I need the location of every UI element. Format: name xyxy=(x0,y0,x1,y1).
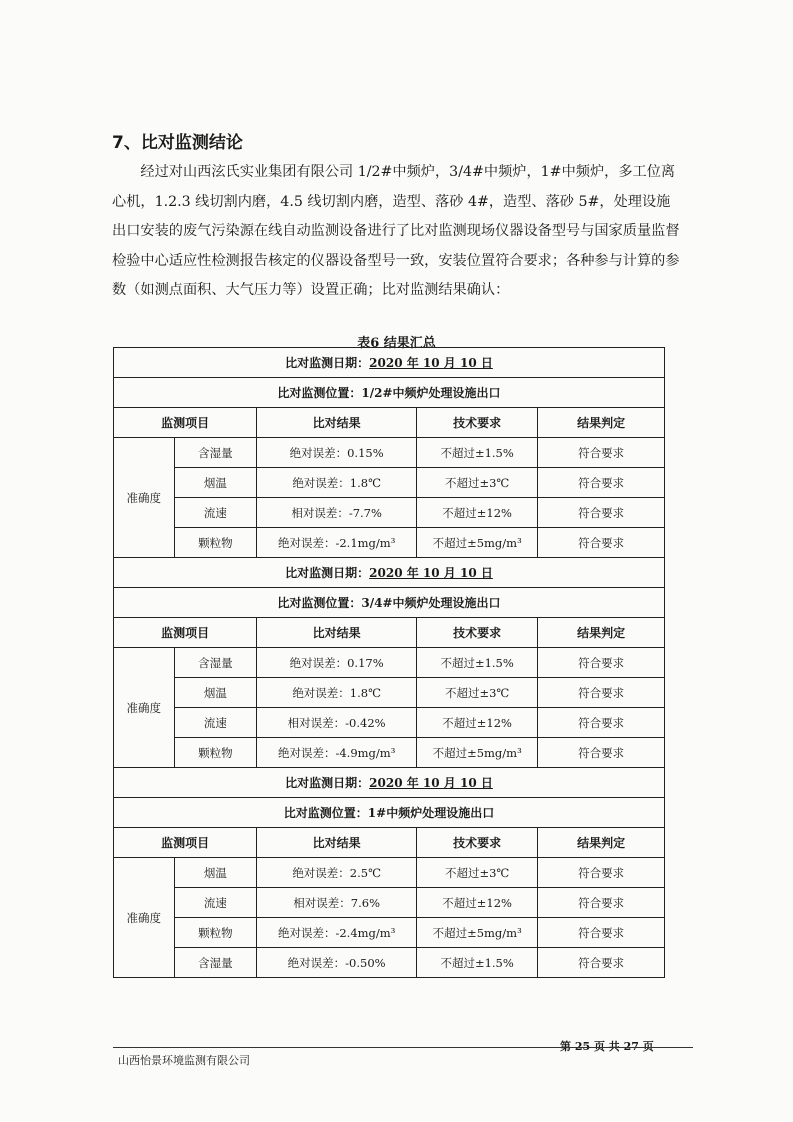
conclusion-paragraph: 经过对山西泫氏实业集团有限公司 1/2#中频炉，3/4#中频炉，1#中频炉，多工位离心机，1.2.3 线切割内磨，4.5 线切割内磨，造型、落砂 4#，造型、落砂 5#，处理设施出口安装的废气污染源在线自动监测设备进行了比对监测现场仪器设备型号与国家质量监督检验中心适应性检测报告核定的仪器设备型号一致，安装位置符合要求；各种参与计算的参数（如测点面积、大气压力等）设置正确；比对监测结果确认： xyxy=(112,164,680,298)
result-cell: 绝对误差：0.15% xyxy=(257,438,417,468)
judgement-cell: 符合要求 xyxy=(538,858,665,888)
judgement-cell: 符合要求 xyxy=(538,708,665,738)
result-cell: 绝对误差：-2.4mg/m³ xyxy=(257,918,417,948)
table-caption: 表6 结果汇总 xyxy=(357,336,436,351)
item-cell: 颗粒物 xyxy=(174,918,257,948)
result-cell: 绝对误差：-2.1mg/m³ xyxy=(257,528,417,558)
judgement-cell: 符合要求 xyxy=(538,648,665,678)
requirement-cell: 不超过±12% xyxy=(417,888,538,918)
date-value: 2020 年 10 月 10 日 xyxy=(369,356,493,370)
footer-divider xyxy=(113,1047,693,1048)
results-summary-table xyxy=(113,347,665,978)
table-row xyxy=(114,948,665,978)
result-cell: 绝对误差：0.17% xyxy=(257,648,417,678)
requirement-cell: 不超过±1.5% xyxy=(417,648,538,678)
header-requirement: 技术要求 xyxy=(417,828,538,858)
table-row xyxy=(114,648,665,678)
table-row xyxy=(114,498,665,528)
item-cell: 颗粒物 xyxy=(174,528,257,558)
requirement-cell: 不超过±3℃ xyxy=(417,468,538,498)
result-cell: 绝对误差：1.8℃ xyxy=(257,678,417,708)
monitor-date-cell xyxy=(114,348,665,378)
result-cell: 绝对误差：2.5℃ xyxy=(257,858,417,888)
location-row xyxy=(114,378,665,408)
header-row xyxy=(114,408,665,438)
item-cell: 颗粒物 xyxy=(174,738,257,768)
judgement-cell: 符合要求 xyxy=(538,468,665,498)
item-cell: 含湿量 xyxy=(174,438,257,468)
header-item: 监测项目 xyxy=(114,618,257,648)
table-row xyxy=(114,738,665,768)
requirement-cell: 不超过±3℃ xyxy=(417,858,538,888)
header-row xyxy=(114,828,665,858)
monitor-date-cell xyxy=(114,768,665,798)
table-row xyxy=(114,888,665,918)
item-cell: 流速 xyxy=(174,888,257,918)
requirement-cell: 不超过±5mg/m³ xyxy=(417,918,538,948)
item-cell: 流速 xyxy=(174,708,257,738)
item-cell: 烟温 xyxy=(174,468,257,498)
result-cell: 绝对误差：-4.9mg/m³ xyxy=(257,738,417,768)
page-number: 第 25 页 共 27 页 xyxy=(560,1040,654,1053)
judgement-cell: 符合要求 xyxy=(538,498,665,528)
header-result: 比对结果 xyxy=(257,618,417,648)
section-block xyxy=(113,558,665,768)
header-result: 比对结果 xyxy=(257,828,417,858)
table-row xyxy=(114,918,665,948)
result-cell: 相对误差：-7.7% xyxy=(257,498,417,528)
date-row xyxy=(114,768,665,798)
date-label: 比对监测日期： xyxy=(285,566,370,580)
date-row xyxy=(114,348,665,378)
date-label: 比对监测日期： xyxy=(285,356,370,370)
requirement-cell: 不超过±5mg/m³ xyxy=(417,738,538,768)
section-heading: 7、比对监测结论 xyxy=(112,133,243,153)
result-cell: 绝对误差：1.8℃ xyxy=(257,468,417,498)
item-cell: 烟温 xyxy=(174,678,257,708)
judgement-cell: 符合要求 xyxy=(538,918,665,948)
section-block xyxy=(113,347,665,558)
table-row xyxy=(114,468,665,498)
judgement-cell: 符合要求 xyxy=(538,438,665,468)
monitor-date-cell xyxy=(114,558,665,588)
section-block xyxy=(113,768,665,978)
header-row xyxy=(114,618,665,648)
date-value: 2020 年 10 月 10 日 xyxy=(369,776,493,790)
requirement-cell: 不超过±5mg/m³ xyxy=(417,528,538,558)
table-row xyxy=(114,708,665,738)
header-judgement: 结果判定 xyxy=(538,828,665,858)
requirement-cell: 不超过±12% xyxy=(417,498,538,528)
judgement-cell: 符合要求 xyxy=(538,888,665,918)
monitor-location-cell: 比对监测位置：3/4#中频炉处理设施出口 xyxy=(114,588,665,618)
table-row xyxy=(114,858,665,888)
result-cell: 相对误差：-0.42% xyxy=(257,708,417,738)
location-row xyxy=(114,798,665,828)
table-row xyxy=(114,528,665,558)
header-judgement: 结果判定 xyxy=(538,408,665,438)
date-row xyxy=(114,558,665,588)
footer-company: 山西怡景环境监测有限公司 xyxy=(118,1054,250,1067)
header-requirement: 技术要求 xyxy=(417,408,538,438)
requirement-cell: 不超过±1.5% xyxy=(417,438,538,468)
requirement-cell: 不超过±12% xyxy=(417,708,538,738)
date-value: 2020 年 10 月 10 日 xyxy=(369,566,493,580)
judgement-cell: 符合要求 xyxy=(538,528,665,558)
header-item: 监测项目 xyxy=(114,408,257,438)
judgement-cell: 符合要求 xyxy=(538,678,665,708)
category-cell: 准确度 xyxy=(114,648,175,768)
header-item: 监测项目 xyxy=(114,828,257,858)
judgement-cell: 符合要求 xyxy=(538,948,665,978)
item-cell: 含湿量 xyxy=(174,948,257,978)
date-label: 比对监测日期： xyxy=(285,776,370,790)
category-cell: 准确度 xyxy=(114,438,175,558)
item-cell: 含湿量 xyxy=(174,648,257,678)
header-requirement: 技术要求 xyxy=(417,618,538,648)
header-judgement: 结果判定 xyxy=(538,618,665,648)
table-row xyxy=(114,438,665,468)
monitor-location-cell: 比对监测位置：1#中频炉处理设施出口 xyxy=(114,798,665,828)
item-cell: 烟温 xyxy=(174,858,257,888)
monitor-location-cell: 比对监测位置：1/2#中频炉处理设施出口 xyxy=(114,378,665,408)
location-row xyxy=(114,588,665,618)
requirement-cell: 不超过±3℃ xyxy=(417,678,538,708)
result-cell: 相对误差：7.6% xyxy=(257,888,417,918)
judgement-cell: 符合要求 xyxy=(538,738,665,768)
item-cell: 流速 xyxy=(174,498,257,528)
table-row xyxy=(114,678,665,708)
header-result: 比对结果 xyxy=(257,408,417,438)
requirement-cell: 不超过±1.5% xyxy=(417,948,538,978)
result-cell: 绝对误差：-0.50% xyxy=(257,948,417,978)
category-cell: 准确度 xyxy=(114,858,175,978)
